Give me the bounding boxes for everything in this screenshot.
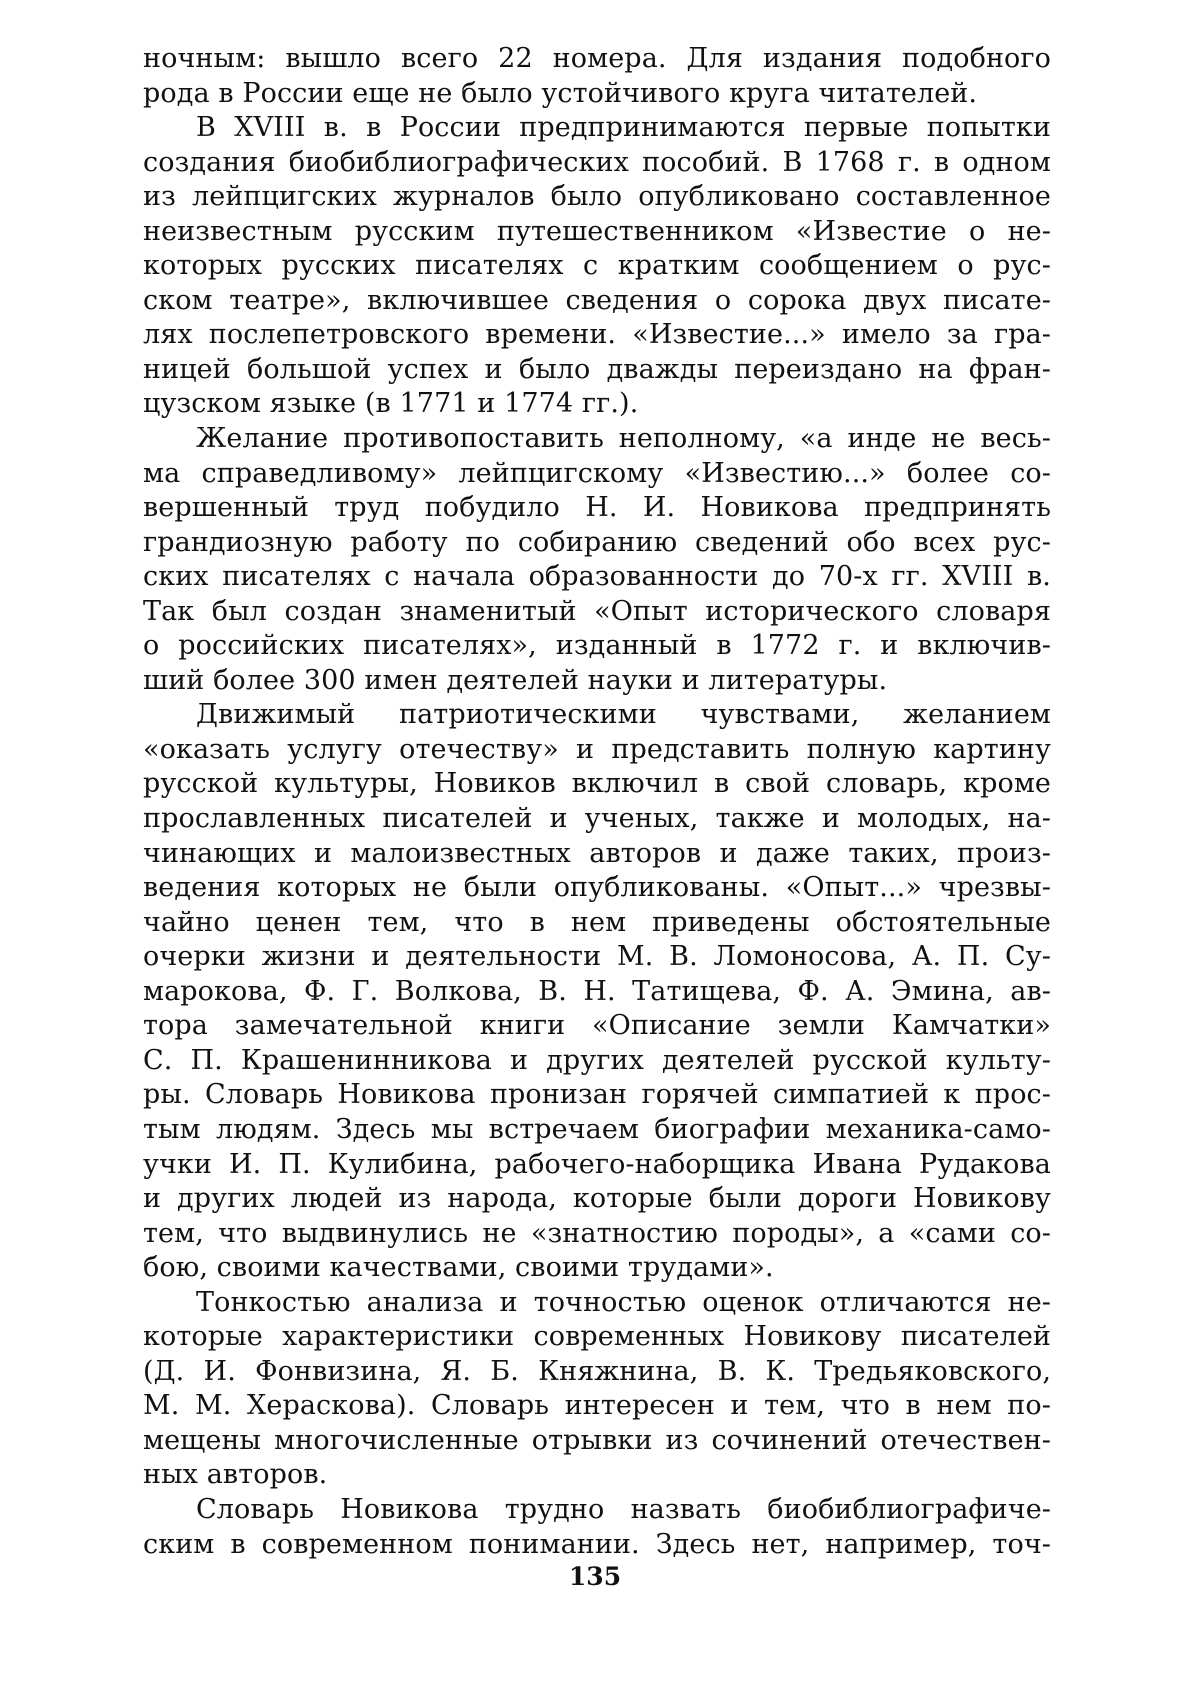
- text-line: марокова, Ф. Г. Волкова, В. Н. Татищева, Ф. А. Эмина, ав-: [143, 975, 1051, 1007]
- text-line: учки И. П. Кулибина, рабочего-наборщика Ивана Рудакова: [143, 1148, 1051, 1180]
- text-line: Так был создан знаменитый «Опыт исторического словаря: [143, 595, 1051, 627]
- text-line: чайно ценен тем, что в нем приведены обстоятельные: [143, 906, 1051, 938]
- text-line: которых русских писателях с кратким сообщением о рус-: [143, 250, 1051, 282]
- text-line: М. М. Хераскова). Словарь интересен и тем, что в нем по-: [143, 1390, 1051, 1422]
- text-line: ший более 300 имен деятелей науки и литературы.: [143, 664, 888, 696]
- text-line: грандиозную работу по собиранию сведений обо всех рус-: [143, 526, 1051, 558]
- text-line: тым людям. Здесь мы встречаем биографии механика-само-: [143, 1113, 1051, 1145]
- text-line: ском театре», включившее сведения о сорока двух писате-: [143, 284, 1051, 316]
- text-line: ским в современном понимании. Здесь нет, например, точ-: [143, 1528, 1051, 1560]
- text-line: ведения которых не были опубликованы. «Опыт...» чрезвы-: [143, 872, 1051, 904]
- text-line: бою, своими качествами, своими трудами».: [143, 1252, 774, 1284]
- text-line: Тонкостью анализа и точностью оценок отличаются не-: [196, 1286, 1051, 1318]
- text-line: ма справедливому» лейпцигскому «Известию...» более со-: [143, 457, 1051, 489]
- body-text: [143, 42, 1051, 1562]
- text-line: прославленных писателей и ученых, также и молодых, на-: [143, 803, 1051, 835]
- text-line: из лейпцигских журналов было опубликовано составленное: [143, 181, 1051, 213]
- text-line: очерки жизни и деятельности М. В. Ломоносова, А. П. Су-: [143, 941, 1051, 973]
- text-line: (Д. И. Фонвизина, Я. Б. Княжнина, В. К. Тредьяковского,: [143, 1355, 1051, 1387]
- text-line: чинающих и малоизвестных авторов и даже таких, произ-: [143, 837, 1051, 869]
- text-line: которые характеристики современных Новикову писателей: [143, 1321, 1051, 1353]
- text-line: ночным: вышло всего 22 номера. Для издания подобного: [143, 43, 1051, 74]
- text-line: С. П. Крашенинникова и других деятелей русской культу-: [143, 1044, 1051, 1076]
- text-line: цузском языке (в 1771 и 1774 гг.).: [143, 388, 639, 420]
- text-line: рода в России еще не было устойчивого круга читателей.: [143, 77, 978, 109]
- page-number: 135: [568, 1562, 622, 1591]
- text-line: «оказать услугу отечеству» и представить полную картину: [143, 733, 1051, 765]
- text-line: В XVIII в. в России предпринимаются первые попытки: [196, 112, 1051, 144]
- text-line: и других людей из народа, которые были дороги Новикову: [143, 1183, 1051, 1215]
- text-line: тора замечательной книги «Описание земли Камчатки»: [143, 1010, 1051, 1042]
- text-line: ры. Словарь Новикова пронизан горячей симпатией к прос-: [143, 1079, 1051, 1111]
- text-line: создания биобиблиографических пособий. В 1768 г. в одном: [143, 146, 1051, 178]
- text-line: лях послепетровского времени. «Известие...» имело за гра-: [143, 319, 1051, 351]
- text-line: вершенный труд побудило Н. И. Новикова предпринять: [143, 492, 1051, 524]
- text-line: мещены многочисленные отрывки из сочинений отечествен-: [143, 1424, 1051, 1456]
- text-line: ных авторов.: [143, 1459, 328, 1491]
- text-line: неизвестным русским путешественником «Известие о не-: [143, 215, 1051, 247]
- text-line: Желание противопоставить неполному, «а инде не весь-: [196, 423, 1051, 455]
- text-line: русской культуры, Новиков включил в свой словарь, кроме: [143, 768, 1051, 800]
- text-line: ницей большой успех и было дважды переиздано на фран-: [143, 353, 1051, 385]
- text-line: Движимый патриотическими чувствами, желанием: [196, 699, 1051, 731]
- text-line: тем, что выдвинулись не «знатностию породы», а «сами со-: [143, 1217, 1051, 1249]
- text-line: ских писателях с начала образованности до 70-х гг. XVIII в.: [143, 561, 1051, 593]
- text-line: Словарь Новикова трудно назвать биобиблиографиче-: [196, 1493, 1051, 1525]
- text-line: о российских писателях», изданный в 1772 г. и включив-: [143, 630, 1051, 662]
